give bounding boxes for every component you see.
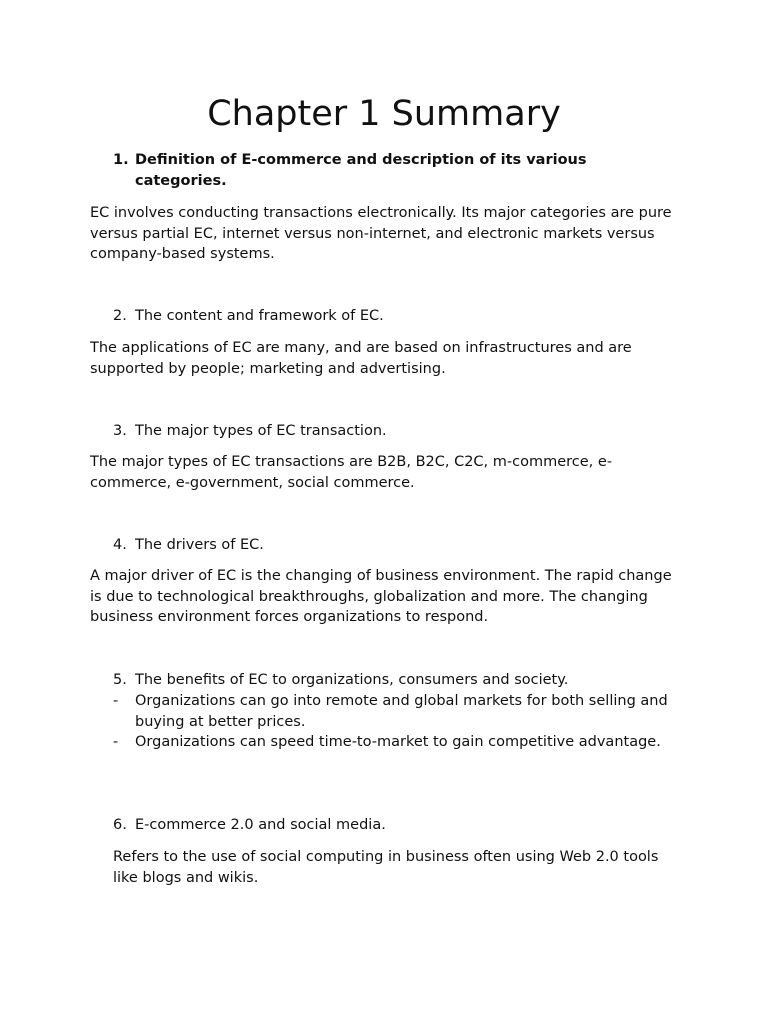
bullet-item [113, 691, 673, 732]
section-heading-text: Definition of E-commerce and description of its various categories. [135, 152, 587, 189]
bullet-text: Organizations can go into remote and global markets for both selling and buying at better prices. [135, 693, 668, 730]
section-number: 4. [113, 537, 127, 553]
section-heading-4 [113, 535, 673, 556]
section-body-3: The major types of EC transactions are B2B, B2C, C2C, m-commerce, e-commerce, e-government, social commerce. [90, 454, 613, 491]
section-heading-text: The content and framework of EC. [135, 308, 384, 324]
bullet-item [113, 732, 673, 753]
section-heading-2 [113, 306, 673, 327]
dash-marker: - [113, 693, 119, 709]
section-heading-text: The benefits of EC to organizations, consumers and society. [135, 672, 569, 688]
section-heading-1 [113, 150, 673, 191]
section-heading-text: The drivers of EC. [135, 537, 264, 553]
section-heading-5 [113, 670, 673, 691]
page-title: Chapter 1 Summary [207, 94, 561, 134]
section-body-4: A major driver of EC is the changing of business environment. The rapid change is due to technological breakthroughs, globalization and more. The changing business environment forces organizations to respond. [90, 568, 672, 626]
section-heading-6 [113, 815, 673, 836]
section-heading-text: The major types of EC transaction. [135, 423, 387, 439]
section-number: 5. [113, 672, 127, 688]
section-body-2: The applications of EC are many, and are based on infrastructures and are supported by people; marketing and advertising. [90, 340, 632, 377]
section-number: 3. [113, 423, 127, 439]
bullet-text: Organizations can speed time-to-market to gain competitive advantage. [135, 734, 661, 750]
dash-marker: - [113, 734, 119, 750]
section-heading-3 [113, 421, 673, 442]
section-number: 2. [113, 308, 127, 324]
section-body-6: Refers to the use of social computing in business often using Web 2.0 tools like blogs and wikis. [113, 849, 659, 886]
section-number: 6. [113, 817, 127, 833]
section-body-1: EC involves conducting transactions electronically. Its major categories are pure versus partial EC, internet versus non-internet, and electronic markets versus company-based systems. [90, 205, 672, 263]
section-number: 1. [113, 152, 129, 168]
section-heading-text: E-commerce 2.0 and social media. [135, 817, 386, 833]
